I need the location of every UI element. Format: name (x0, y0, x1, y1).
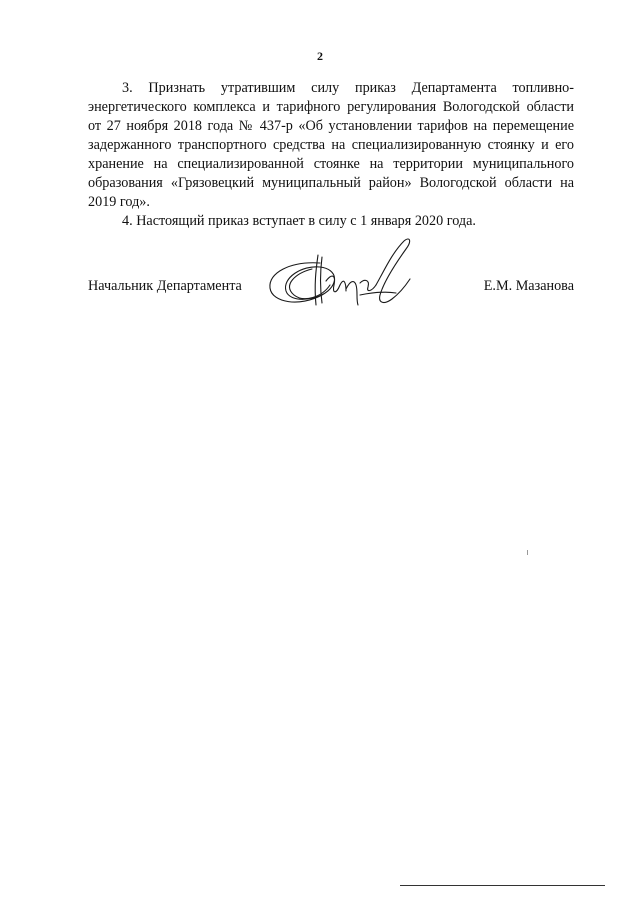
paragraph-3 (88, 79, 574, 212)
paragraph-4 (88, 212, 574, 231)
text-line: задержанного транспортного средства на специализированную стоянку и его (88, 137, 574, 153)
text-line: энергетического комплекса и тарифного регулирования Вологодской области (88, 99, 574, 115)
signer-title: Начальник Департамента (88, 278, 242, 294)
text-line: 2019 год». (88, 194, 150, 210)
scan-artifact (527, 550, 528, 555)
signer-name: Е.М. Мазанова (483, 278, 574, 294)
handwritten-signature (260, 233, 435, 313)
text-line: 3. Признать утратившим силу приказ Департамента топливно- (122, 80, 574, 96)
document-body (88, 79, 574, 231)
page-number: 2 (317, 49, 323, 63)
text-line: образования «Грязовецкий муниципальный район» Вологодской области на (88, 175, 574, 191)
text-line: от 27 ноября 2018 года № 437-р «Об установлении тарифов на перемещение (88, 118, 574, 134)
footer-rule (400, 885, 605, 886)
text-line: 4. Настоящий приказ вступает в силу с 1 января 2020 года. (122, 213, 476, 229)
text-line: хранение на специализированной стоянке на территории муниципального (88, 156, 574, 172)
